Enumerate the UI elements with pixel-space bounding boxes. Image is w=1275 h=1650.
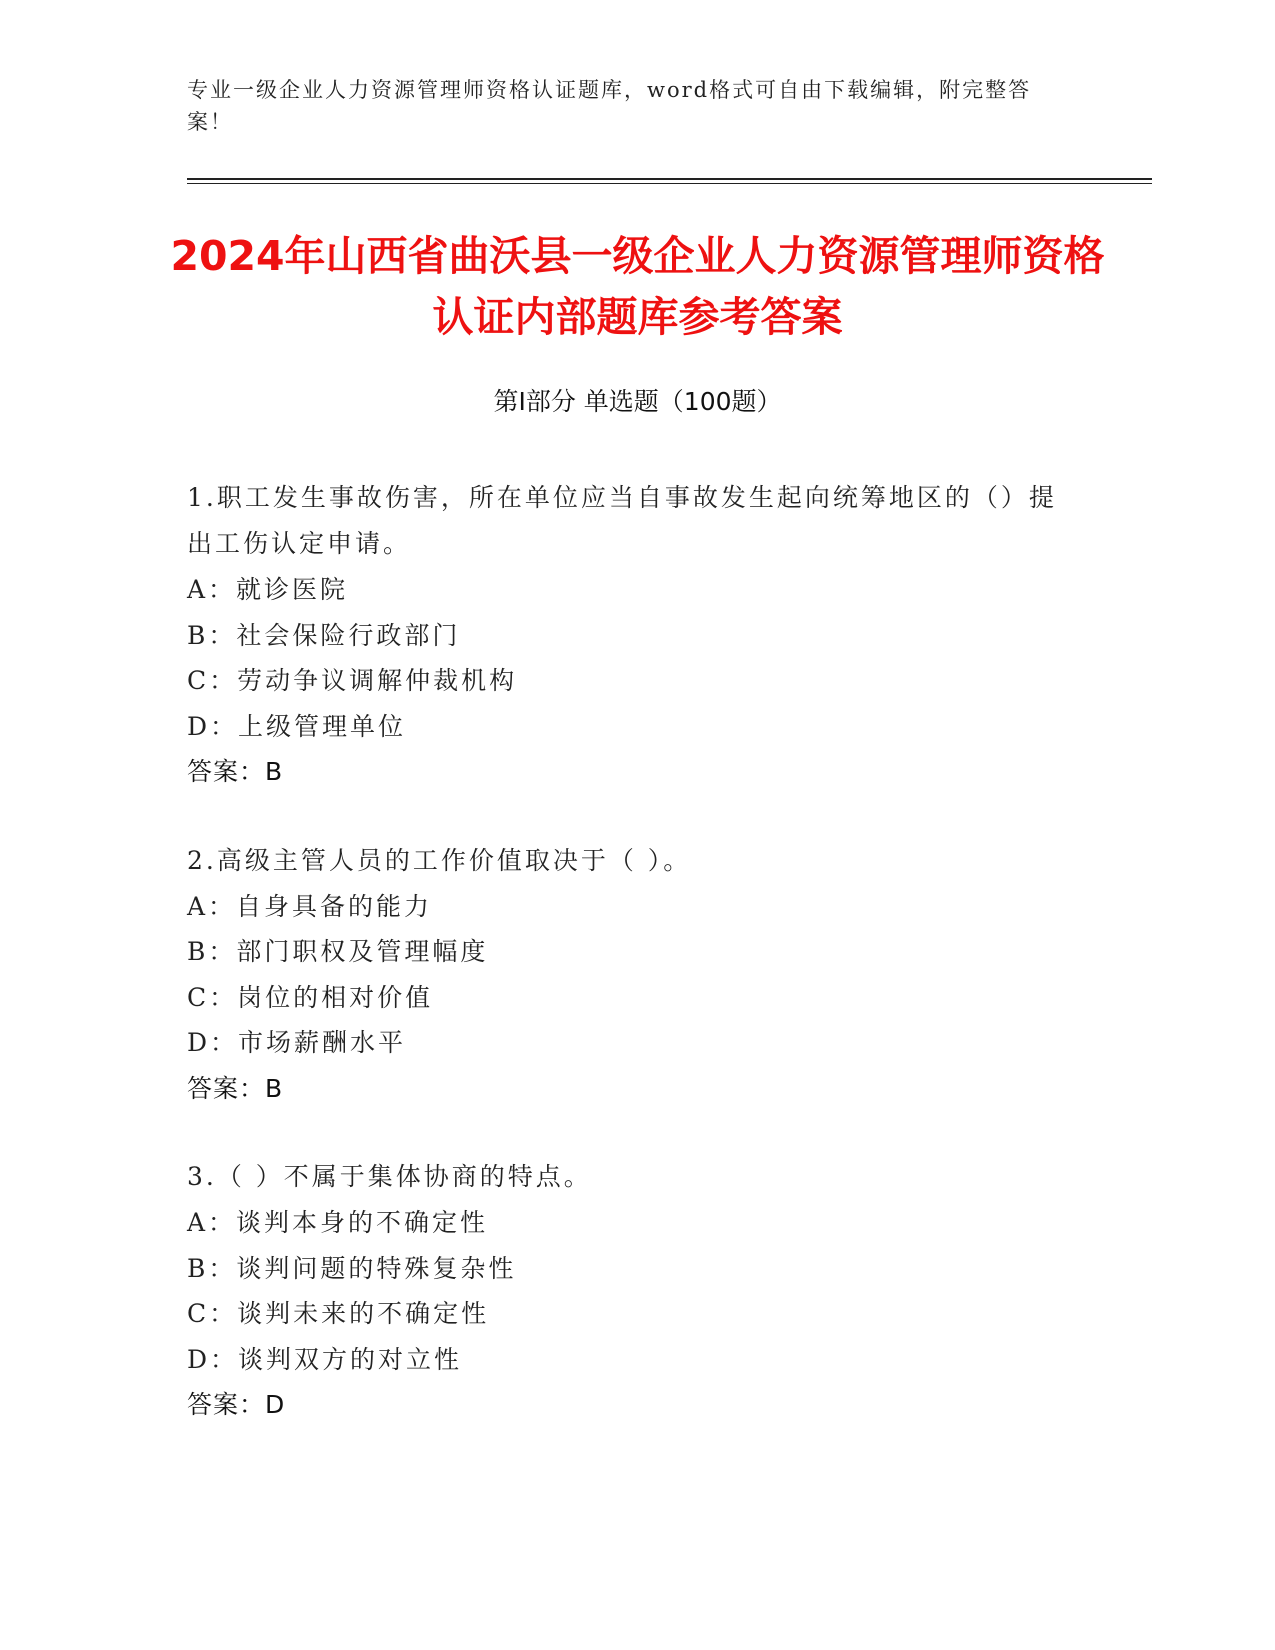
document-title: 2024年山西省曲沃县一级企业人力资源管理师资格认证内部题库参考答案: [170, 232, 1105, 341]
option-d: D：上级管理单位: [187, 711, 407, 741]
question-3: [187, 1154, 1067, 1428]
question-1: [187, 475, 1067, 795]
option-c: C：劳动争议调解仲裁机构: [187, 666, 518, 695]
answer-line: 答案：B: [187, 1073, 284, 1103]
question-list: [187, 475, 1067, 1471]
option-d: D：市场薪酬水平: [187, 1028, 407, 1057]
option-b: B：谈判问题的特殊复杂性: [187, 1253, 517, 1283]
header-note: 专业一级企业人力资源管理师资格认证题库，word格式可自由下载编辑，附完整答案！: [187, 78, 1032, 134]
question-stem: 3.（ ）不属于集体协商的特点。: [187, 1162, 592, 1191]
section-heading: 第Ⅰ部分 单选题（100题）: [493, 387, 782, 416]
answer-line: 答案：B: [187, 757, 284, 786]
answer-line: 答案：D: [187, 1390, 286, 1419]
option-c: C：岗位的相对价值: [187, 982, 434, 1012]
question-2: [187, 838, 1067, 1112]
question-stem: 1.职工发生事故伤害，所在单位应当自事故发生起向统筹地区的（）提出工伤认定申请。: [187, 483, 1057, 558]
option-b: B：社会保险行政部门: [187, 620, 461, 650]
option-c: C：谈判未来的不确定性: [187, 1299, 490, 1328]
option-d: D：谈判双方的对立性: [187, 1344, 463, 1374]
header-divider-thick: [187, 178, 1152, 180]
option-a: A：就诊医院: [187, 575, 349, 604]
header-divider-thin: [187, 183, 1152, 184]
option-a: A：谈判本身的不确定性: [187, 1208, 489, 1237]
option-a: A：自身具备的能力: [187, 891, 433, 921]
option-b: B：部门职权及管理幅度: [187, 937, 489, 966]
question-stem: 2.高级主管人员的工作价值取决于（ ）。: [187, 845, 692, 875]
